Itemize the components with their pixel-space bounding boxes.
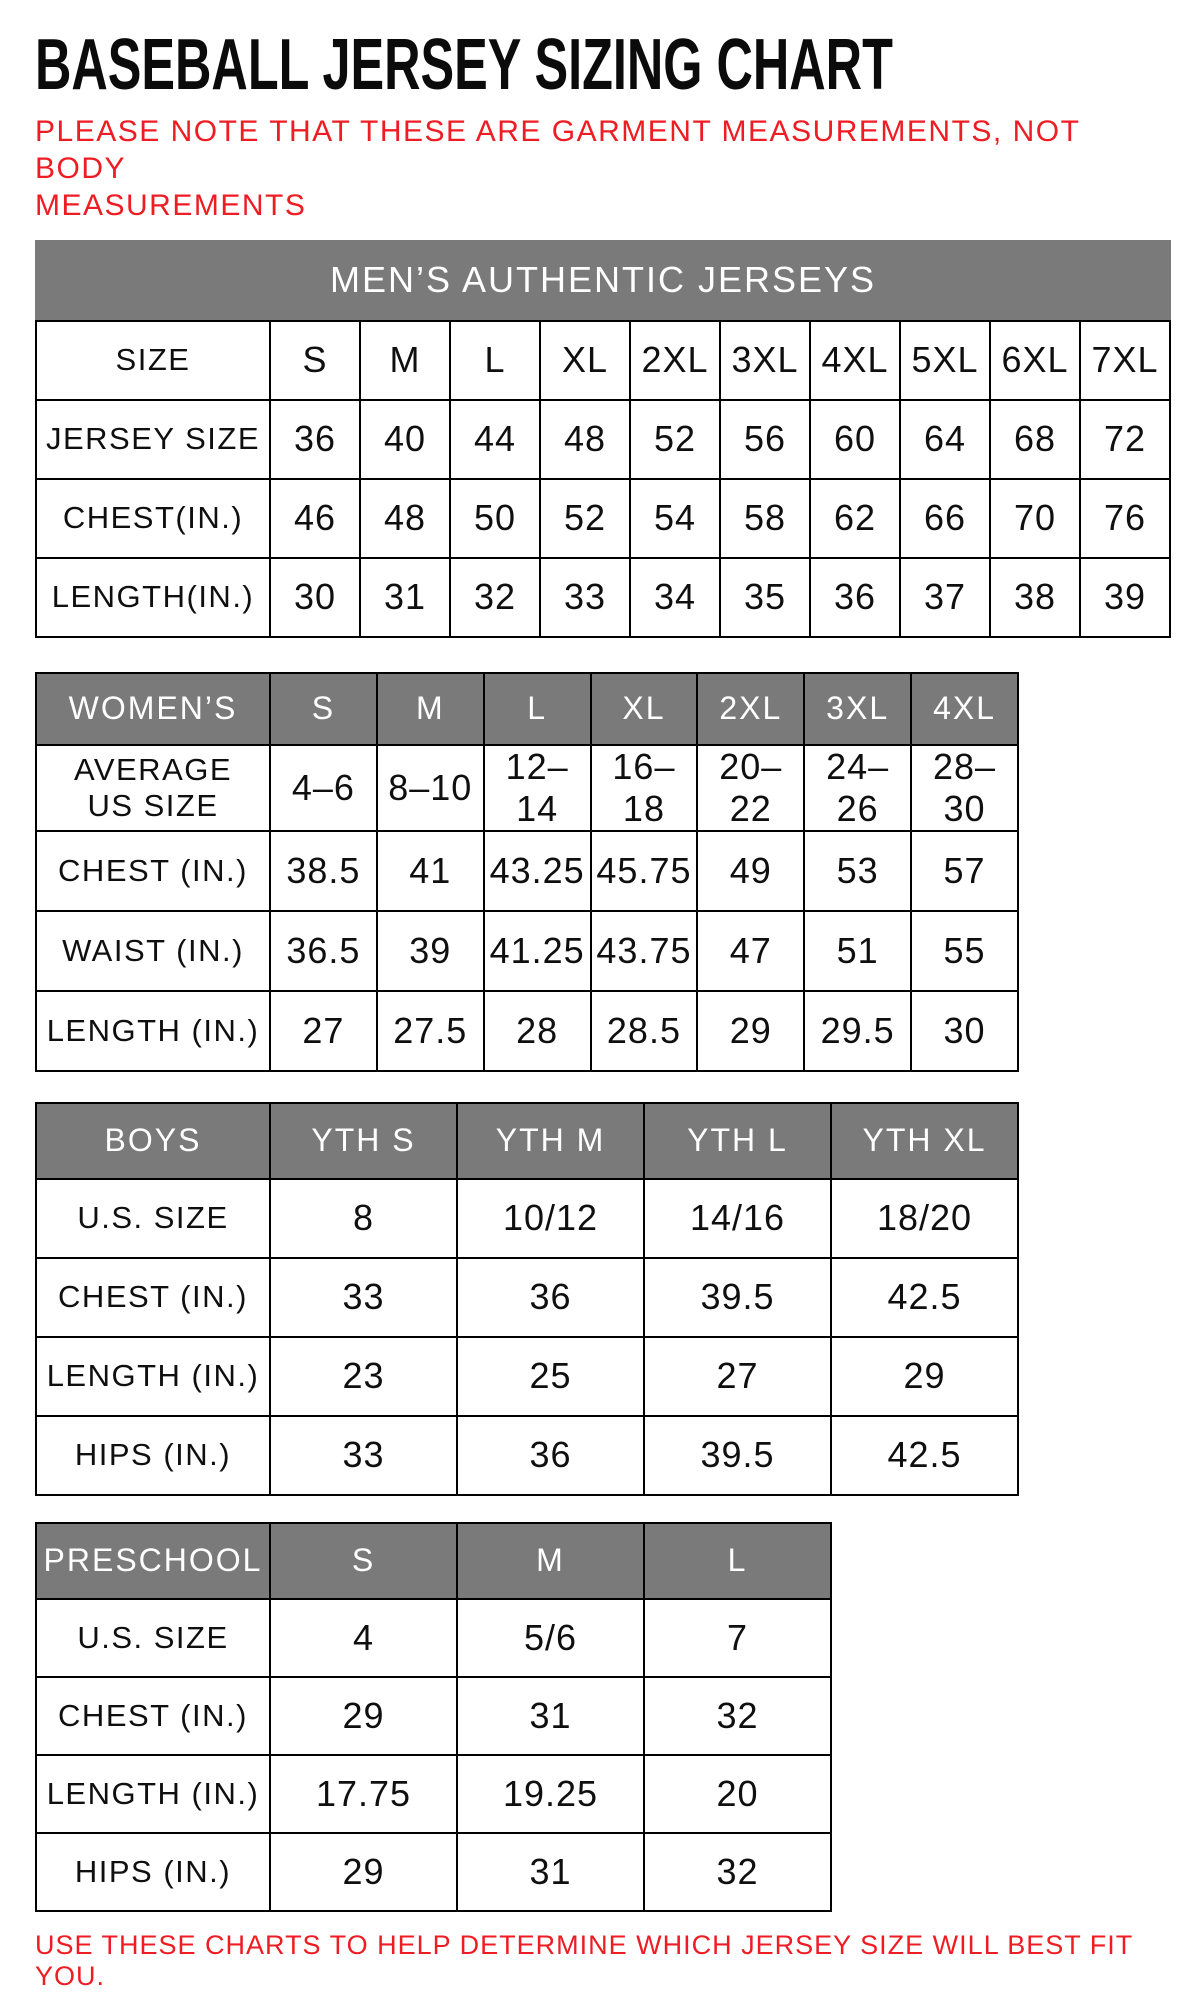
boys-cell: 25 [457,1337,644,1416]
womens-cell: 12–14 [484,745,591,831]
womens-cell: 55 [911,911,1018,991]
boys-row [36,1337,1018,1416]
mens-cell: 52 [540,479,630,558]
boys-cell: 18/20 [831,1179,1018,1258]
preschool-cell: 31 [457,1833,644,1911]
preschool-row-label: CHEST (IN.) [36,1677,270,1755]
boys-cell: 29 [831,1337,1018,1416]
mens-cell: 76 [1080,479,1170,558]
page-title [35,25,1175,105]
womens-cell: 27.5 [377,991,484,1071]
preschool-sizing-table [35,1522,832,1912]
womens-cell: 51 [804,911,911,991]
boys-cell: 42.5 [831,1416,1018,1495]
preschool-cell: 31 [457,1677,644,1755]
mens-cell: 7XL [1080,321,1170,400]
note-line-2: MEASUREMENTS [35,188,307,222]
preschool-header-cell: M [457,1523,644,1599]
boys-cell: 36 [457,1258,644,1337]
boys-cell: 33 [270,1258,457,1337]
mens-cell: 70 [990,479,1080,558]
womens-row [36,831,1018,911]
mens-cell: 58 [720,479,810,558]
boys-header-cell: YTH M [457,1103,644,1179]
womens-header-cell: L [484,673,591,745]
mens-cell: XL [540,321,630,400]
mens-cell: 35 [720,558,810,637]
preschool-row-label: U.S. SIZE [36,1599,270,1677]
womens-cell: 24–26 [804,745,911,831]
mens-row [36,321,1170,400]
womens-cell: 47 [697,911,804,991]
boys-sizing-table [35,1102,1019,1496]
mens-cell: 52 [630,400,720,479]
mens-cell: 38 [990,558,1080,637]
preschool-row [36,1677,831,1755]
preschool-cell: 29 [270,1833,457,1911]
boys-row-label: CHEST (IN.) [36,1258,270,1337]
boys-header-cell: YTH L [644,1103,831,1179]
boys-row [36,1416,1018,1495]
garment-measurement-note [35,113,1175,224]
mens-cell: 33 [540,558,630,637]
womens-cell: 27 [270,991,377,1071]
mens-cell: 46 [270,479,360,558]
womens-row-label: LENGTH (IN.) [36,991,270,1071]
womens-cell: 38.5 [270,831,377,911]
womens-header-row [36,673,1018,745]
mens-cell: M [360,321,450,400]
mens-cell: 4XL [810,321,900,400]
womens-header-cell: S [270,673,377,745]
mens-row-label: CHEST(IN.) [36,479,270,558]
boys-cell: 42.5 [831,1258,1018,1337]
womens-cell: 36.5 [270,911,377,991]
preschool-cell: 19.25 [457,1755,644,1833]
boys-header-cell: YTH S [270,1103,457,1179]
womens-row [36,991,1018,1071]
womens-row-label: WAIST (IN.) [36,911,270,991]
mens-cell: 68 [990,400,1080,479]
boys-cell: 27 [644,1337,831,1416]
womens-cell: 28 [484,991,591,1071]
womens-cell: 29 [697,991,804,1071]
mens-row [36,558,1170,637]
mens-cell: 66 [900,479,990,558]
preschool-cell: 32 [644,1833,831,1911]
womens-row [36,745,1018,831]
womens-cell: 49 [697,831,804,911]
boys-row-label: U.S. SIZE [36,1179,270,1258]
preschool-row [36,1755,831,1833]
mens-cell: 31 [360,558,450,637]
preschool-cell: 20 [644,1755,831,1833]
womens-cell: 28.5 [591,991,698,1071]
mens-cell: 37 [900,558,990,637]
preschool-row-label: HIPS (IN.) [36,1833,270,1911]
preschool-cell: 29 [270,1677,457,1755]
womens-cell: 28–30 [911,745,1018,831]
womens-row-label: AVERAGE US SIZE [36,745,270,831]
preschool-cell: 4 [270,1599,457,1677]
mens-cell: 6XL [990,321,1080,400]
womens-cell: 45.75 [591,831,698,911]
mens-cell: 34 [630,558,720,637]
boys-header-cell: YTH XL [831,1103,1018,1179]
womens-cell: 8–10 [377,745,484,831]
preschool-row-label: LENGTH (IN.) [36,1755,270,1833]
mens-row-label: SIZE [36,321,270,400]
preschool-cell: 7 [644,1599,831,1677]
mens-cell: 48 [360,479,450,558]
mens-cell: 44 [450,400,540,479]
preschool-header-cell: S [270,1523,457,1599]
womens-cell: 41.25 [484,911,591,991]
preschool-row [36,1833,831,1911]
preschool-row [36,1599,831,1677]
mens-cell: 50 [450,479,540,558]
womens-cell: 30 [911,991,1018,1071]
note-line-1: PLEASE NOTE THAT THESE ARE GARMENT MEASUREMENTS, NOT BODY [35,114,1080,185]
preschool-header-cell: L [644,1523,831,1599]
mens-row [36,479,1170,558]
footer-note: USE THESE CHARTS TO HELP DETERMINE WHICH JERSEY SIZE WILL BEST FIT YOU. [35,1929,1133,1991]
mens-cell: 36 [270,400,360,479]
boys-row-label: LENGTH (IN.) [36,1337,270,1416]
womens-cell: 16–18 [591,745,698,831]
womens-cell: 39 [377,911,484,991]
womens-cell: 43.75 [591,911,698,991]
mens-cell: 5XL [900,321,990,400]
mens-cell: 72 [1080,400,1170,479]
mens-cell: S [270,321,360,400]
mens-cell: 48 [540,400,630,479]
womens-cell: 41 [377,831,484,911]
womens-header-cell: 3XL [804,673,911,745]
boys-cell: 33 [270,1416,457,1495]
mens-row-label: LENGTH(IN.) [36,558,270,637]
boys-cell: 10/12 [457,1179,644,1258]
mens-row [36,400,1170,479]
boys-header-label: BOYS [36,1103,270,1179]
mens-sizing-table [35,320,1171,638]
boys-header-row [36,1103,1018,1179]
mens-cell: 2XL [630,321,720,400]
boys-cell: 8 [270,1179,457,1258]
womens-header-cell: M [377,673,484,745]
mens-cell: 30 [270,558,360,637]
mens-cell: 40 [360,400,450,479]
womens-cell: 20–22 [697,745,804,831]
page-title-text: BASEBALL JERSEY SIZING CHART [35,25,893,105]
womens-cell: 29.5 [804,991,911,1071]
boys-row [36,1179,1018,1258]
preschool-header-label: PRESCHOOL [36,1523,270,1599]
mens-row-label: JERSEY SIZE [36,400,270,479]
mens-cell: L [450,321,540,400]
womens-header-cell: 4XL [911,673,1018,745]
preschool-cell: 5/6 [457,1599,644,1677]
boys-cell: 36 [457,1416,644,1495]
boys-cell: 39.5 [644,1416,831,1495]
preschool-header-row [36,1523,831,1599]
mens-cell: 56 [720,400,810,479]
mens-cell: 3XL [720,321,810,400]
preschool-cell: 32 [644,1677,831,1755]
womens-sizing-table [35,672,1019,1072]
mens-cell: 60 [810,400,900,479]
preschool-cell: 17.75 [270,1755,457,1833]
boys-cell: 23 [270,1337,457,1416]
womens-row-label: CHEST (IN.) [36,831,270,911]
boys-row-label: HIPS (IN.) [36,1416,270,1495]
boys-cell: 39.5 [644,1258,831,1337]
womens-header-cell: XL [591,673,698,745]
boys-row [36,1258,1018,1337]
mens-cell: 62 [810,479,900,558]
womens-cell: 4–6 [270,745,377,831]
womens-header-cell: 2XL [697,673,804,745]
mens-cell: 39 [1080,558,1170,637]
womens-header-label: WOMEN’S [36,673,270,745]
mens-cell: 54 [630,479,720,558]
womens-cell: 53 [804,831,911,911]
mens-table-banner: MEN’S AUTHENTIC JERSEYS [35,240,1171,320]
boys-cell: 14/16 [644,1179,831,1258]
womens-row [36,911,1018,991]
mens-cell: 36 [810,558,900,637]
womens-cell: 57 [911,831,1018,911]
mens-cell: 64 [900,400,990,479]
mens-cell: 32 [450,558,540,637]
womens-cell: 43.25 [484,831,591,911]
